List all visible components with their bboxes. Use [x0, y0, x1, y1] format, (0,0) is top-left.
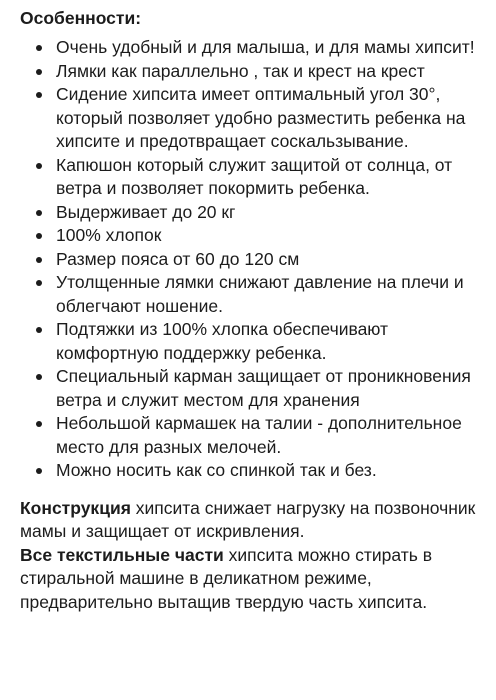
list-item: Лямки как параллельно , так и крест на крест: [20, 60, 488, 84]
list-item: Очень удобный и для малыша, и для мамы хипсит!: [20, 36, 488, 60]
list-item: Небольшой кармашек на талии - дополнительное место для разных мелочей.: [20, 412, 488, 459]
list-item: Выдерживает до 20 кг: [20, 201, 488, 225]
description-block: [20, 6, 488, 614]
list-item: Можно носить как со спинкой так и без.: [20, 459, 488, 483]
features-list: [20, 36, 488, 483]
list-item: Специальный карман защищает от проникновения ветра и служит местом для хранения: [20, 365, 488, 412]
list-item: Капюшон который служит защитой от солнца, от ветра и позволяет покормить ребенка.: [20, 154, 488, 201]
construction-bold: Конструкция: [20, 497, 131, 518]
list-item: Подтяжки из 100% хлопка обеспечивают комфортную поддержку ребенка.: [20, 318, 488, 365]
washing-bold: Все текстильные части: [20, 544, 224, 565]
list-item: Утолщенные лямки снижают давление на плечи и облегчают ношение.: [20, 271, 488, 318]
construction-paragraph: [20, 497, 488, 615]
washing-text: хипсита можно стирать в стиральной машине в деликатном режиме, предварительно вытащив твердую часть хипсита.: [20, 544, 433, 612]
list-item: Сидение хипсита имеет оптимальный угол 30°, который позволяет удобно разместить ребенка на хипсите и предотвращает соскальзывание.: [20, 83, 488, 154]
list-item: Размер пояса от 60 до 120 см: [20, 248, 488, 272]
features-heading: Особенности:: [20, 8, 142, 28]
list-item: 100% хлопок: [20, 224, 488, 248]
construction-text: хипсита снижает нагрузку на позвоночник мамы и защищает от искривления.: [20, 497, 476, 541]
